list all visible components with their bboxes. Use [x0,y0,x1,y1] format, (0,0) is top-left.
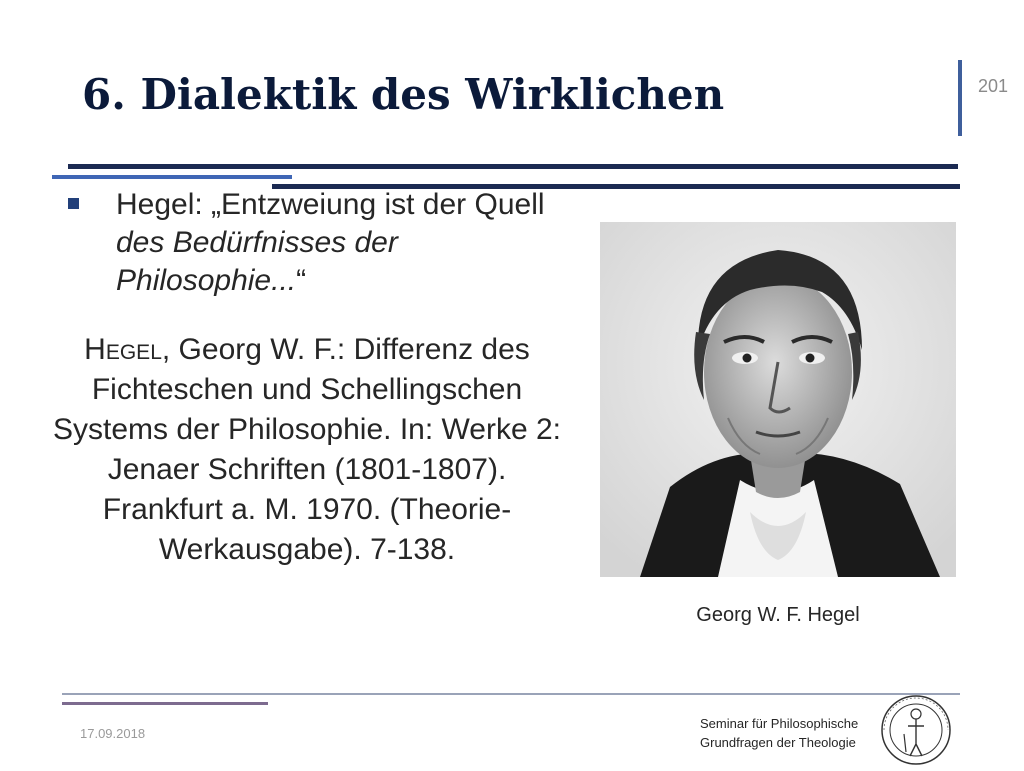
seminar-name [700,714,858,752]
seminar-name-line1: Seminar für Philosophische [700,716,859,731]
seminar-name-line2: Grundfragen der Theologie [700,735,856,750]
portrait-caption: Georg W. F. Hegel [696,604,860,626]
slide-number: 201 [978,76,1009,96]
hegel-quote [116,186,556,300]
citation-author-rest: egel [105,333,162,366]
footer-rule [62,693,960,695]
slide-number-divider [958,60,962,136]
header-rule-top [68,164,958,169]
citation-text: , Georg W. F.: Differenz des Fichteschen und Schellingschen Systems der Philosophie. In: Werke 2: Jenaer Schriften (1801-1807). Frankfurt a. M. 1970. (Theorie-Werkausgabe). 7-138. [52,333,561,566]
seminar-seal-logo [880,694,952,771]
citation-author-initial: H [84,333,106,366]
quote-emphasis: des Bedürfnisses der Philosophie... [116,226,398,297]
hegel-portrait-image [600,222,956,577]
slide-date: 17.09.2018 [80,726,146,741]
header-rule-accent [52,175,292,179]
quote-suffix: “ [296,264,307,297]
bibliographic-citation [52,330,562,570]
footer-rule-accent [62,702,268,705]
slide-title: 6. Dialektik des Wirklichen [82,70,725,119]
quote-prefix: Hegel: „Entzweiung ist der Quell [116,188,545,221]
seal-icon [880,694,952,766]
portrait-drawing [600,222,956,577]
bullet-square-icon [68,198,79,209]
